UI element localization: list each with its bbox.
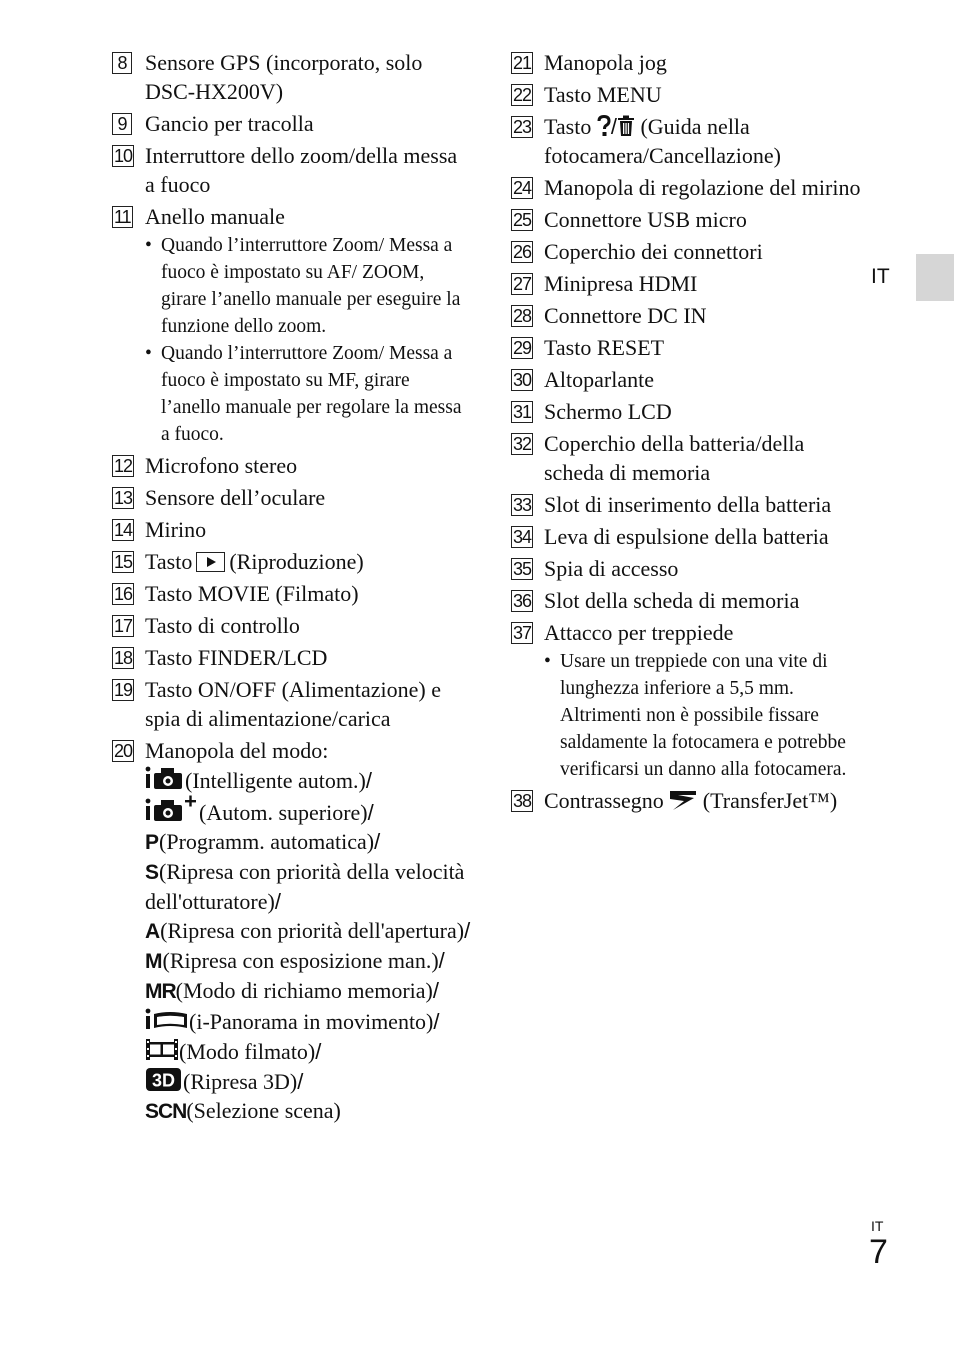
transferjet-icon (669, 789, 697, 811)
item-text: Altoparlante (544, 367, 654, 392)
item-text: Tasto ON/OFF (Alimentazione) e spia di alimentazione/carica (145, 677, 442, 731)
item-text: Anello manuale (145, 204, 285, 229)
item-number-box: 32 (513, 434, 532, 454)
movie-mode-icon (145, 1036, 179, 1062)
item-text: Tasto di controllo (145, 613, 300, 638)
mode-separator: / (374, 829, 381, 854)
aperture-priority-icon: A (145, 920, 161, 943)
mode-label: (Ripresa con priorità della velocità dell'otturatore) (145, 859, 465, 914)
item-text: Contrassegno (544, 788, 664, 813)
list-item (511, 618, 866, 783)
mode-entry (145, 976, 472, 1006)
item-text: Leva di espulsione della batteria (544, 524, 829, 549)
list-item (112, 109, 472, 138)
item-text: Mirino (145, 517, 207, 542)
item-number-box: 26 (513, 242, 532, 262)
list-item (112, 48, 472, 106)
list-item (112, 202, 472, 448)
item-number-box: 15 (114, 552, 133, 572)
item-text: Gancio per tracolla (145, 111, 314, 136)
list-item (511, 48, 866, 77)
list-item (511, 786, 866, 815)
mode-label: (Programm. automatica) (159, 829, 375, 854)
item-text: Sensore GPS (incorporato, solo DSC-HX200V) (145, 50, 423, 104)
mode-entry (145, 1066, 472, 1096)
item-number-box: 38 (513, 791, 532, 811)
mode-label: (Ripresa con esposizione man.) (162, 948, 439, 973)
item-text: Coperchio della batteria/della scheda di memoria (544, 431, 805, 485)
item-number-box: 17 (114, 616, 133, 636)
list-item (511, 365, 866, 394)
intelligent-auto-icon (145, 765, 185, 791)
list-item (511, 522, 866, 551)
item-number-box: 34 (513, 527, 532, 547)
mode-entry (145, 916, 472, 946)
item-number-box: 24 (513, 178, 532, 198)
note-list (145, 232, 472, 448)
item-text: Tasto MOVIE (Filmato) (145, 581, 359, 606)
item-text: Tasto (145, 549, 193, 574)
mode-label: (Selezione scena) (186, 1098, 341, 1123)
item-text: Attacco per treppiede (544, 620, 734, 645)
mode-label: (Autom. superiore) (199, 800, 368, 825)
item-text: (Guida nella fotocamera/Cancellazione) (544, 114, 781, 168)
list-item (112, 515, 472, 544)
item-number-box: 27 (513, 274, 532, 294)
i-panorama-icon (145, 1006, 189, 1032)
item-text: Schermo LCD (544, 399, 672, 424)
note-bullet: • Usare un treppiede con una vite di lunghezza inferiore a 5,5 mm. Altrimenti non è possibile fissare saldamente la fotocamera e potrebbe verificarsi un danno alla fotocamera. (544, 648, 866, 783)
list-item (112, 736, 472, 1126)
memory-recall-icon: MR (145, 980, 176, 1003)
mode-separator: / (367, 800, 374, 825)
item-number-box: 12 (114, 456, 133, 476)
mode-separator: / (297, 1069, 304, 1094)
item-text: Tasto RESET (544, 335, 665, 360)
item-text: Connettore USB micro (544, 207, 747, 232)
item-text: Manopola jog (544, 50, 667, 75)
mode-entry (145, 1096, 472, 1126)
page-number: 7 (869, 1233, 888, 1271)
list-item (112, 675, 472, 733)
item-number-box: 20 (114, 741, 133, 761)
note-bullet: • Quando l’interruttore Zoom/ Messa a fuoco è impostato su AF/ ZOOM, girare l’anello manuale per eseguire la funzione dello zoom. (145, 232, 472, 340)
item-number-box: 16 (114, 584, 133, 604)
svg-text:3D: 3D (151, 1070, 176, 1091)
item-number-box: 21 (513, 53, 532, 73)
list-item (511, 490, 866, 519)
mode-label: (Intelligente autom.) (185, 768, 366, 793)
list-item (112, 547, 472, 576)
mode-label: (Ripresa 3D) (183, 1069, 298, 1094)
section-tab (916, 254, 954, 301)
item-number-box: 11 (114, 207, 131, 227)
item-number-box: 23 (513, 117, 532, 137)
manual-exposure-icon: M (145, 950, 163, 973)
item-number-box: 31 (513, 402, 532, 422)
right-column (511, 48, 866, 818)
mode-label: (i-Panorama in movimento) (189, 1009, 434, 1034)
item-text: Tasto FINDER/LCD (145, 645, 328, 670)
item-number-box: 29 (513, 338, 532, 358)
item-number-box: 28 (513, 306, 532, 326)
mode-label: (Modo di richiamo memoria) (175, 978, 433, 1003)
superior-auto-icon (145, 795, 199, 823)
item-text: Coperchio dei connettori (544, 239, 763, 264)
left-column (112, 48, 472, 1129)
item-number-box: 25 (513, 210, 532, 230)
item-text: Interruttore dello zoom/della messa a fuoco (145, 143, 458, 197)
list-item (112, 451, 472, 480)
list-item (511, 269, 866, 298)
list-item (112, 141, 472, 199)
list-item (511, 586, 866, 615)
list-item (511, 112, 866, 170)
mode-separator: / (464, 918, 471, 943)
item-number-box: 36 (513, 591, 532, 611)
mode-separator: / (438, 948, 445, 973)
note-bullet: • Quando l’interruttore Zoom/ Messa a fuoco è impostato su MF, girare l’anello manuale per regolare la messa a fuoco. (145, 340, 472, 448)
mode-entry (145, 857, 472, 916)
item-number-box: 18 (114, 648, 133, 668)
help-icon (597, 115, 611, 137)
list-item (511, 554, 866, 583)
item-text: (TransferJet™) (702, 788, 838, 813)
item-number-box: 33 (513, 495, 532, 515)
scene-selection-icon: SCN (145, 1100, 187, 1123)
item-text: Slot della scheda di memoria (544, 588, 800, 613)
play-button-icon (196, 552, 225, 572)
mode-entry (145, 1036, 472, 1066)
item-text: Connettore DC IN (544, 303, 707, 328)
item-text: Tasto MENU (544, 82, 662, 107)
list-item (112, 483, 472, 512)
item-text: Spia di accesso (544, 556, 679, 581)
language-marker: IT (871, 265, 890, 288)
mode-separator: / (274, 889, 281, 914)
footer-language: IT (871, 1218, 884, 1234)
icon-separator: / (610, 114, 617, 139)
item-text: (Riproduzione) (229, 549, 364, 574)
item-text: Slot di inserimento della batteria (544, 492, 832, 517)
item-number-box: 19 (114, 680, 133, 700)
item-number-box: 37 (513, 623, 532, 643)
item-text: Sensore dell’oculare (145, 485, 326, 510)
mode-separator: / (315, 1039, 322, 1064)
list-item (112, 579, 472, 608)
program-auto-icon: P (145, 831, 160, 854)
item-number-box: 14 (114, 520, 133, 540)
mode-separator: / (365, 768, 372, 793)
item-text: Minipresa HDMI (544, 271, 698, 296)
list-item (511, 205, 866, 234)
mode-entry (145, 946, 472, 976)
item-number-box: 8 (112, 52, 132, 74)
list-item (511, 301, 866, 330)
list-item (112, 611, 472, 640)
shutter-priority-icon: S (145, 861, 160, 884)
mode-entry (145, 765, 472, 795)
mode-label: (Modo filmato) (179, 1039, 316, 1064)
item-text: Manopola di regolazione del mirino (544, 175, 861, 200)
list-item (511, 173, 866, 202)
list-item (511, 80, 866, 109)
item-number-box: 9 (112, 113, 132, 135)
item-text: Microfono stereo (145, 453, 298, 478)
list-item (112, 643, 472, 672)
mode-entry (145, 795, 472, 827)
list-item (511, 237, 866, 266)
item-number-box: 30 (513, 370, 532, 390)
note-list (544, 648, 866, 783)
trash-icon (617, 115, 635, 137)
list-item (511, 333, 866, 362)
item-text: Manopola del modo: (145, 738, 329, 763)
item-number-box: 13 (114, 488, 133, 508)
item-text: Tasto (544, 114, 592, 139)
list-item (511, 429, 866, 487)
mode-separator: / (433, 1009, 440, 1034)
mode-label: (Ripresa con priorità dell'apertura) (160, 918, 465, 943)
mode-entry (145, 827, 472, 857)
item-number-box: 35 (513, 559, 532, 579)
3d-mode-icon (145, 1066, 183, 1092)
mode-entry (145, 1006, 472, 1036)
item-number-box: 22 (513, 85, 532, 105)
list-item (511, 397, 866, 426)
mode-separator: / (432, 978, 440, 1003)
item-number-box: 10 (114, 146, 133, 166)
